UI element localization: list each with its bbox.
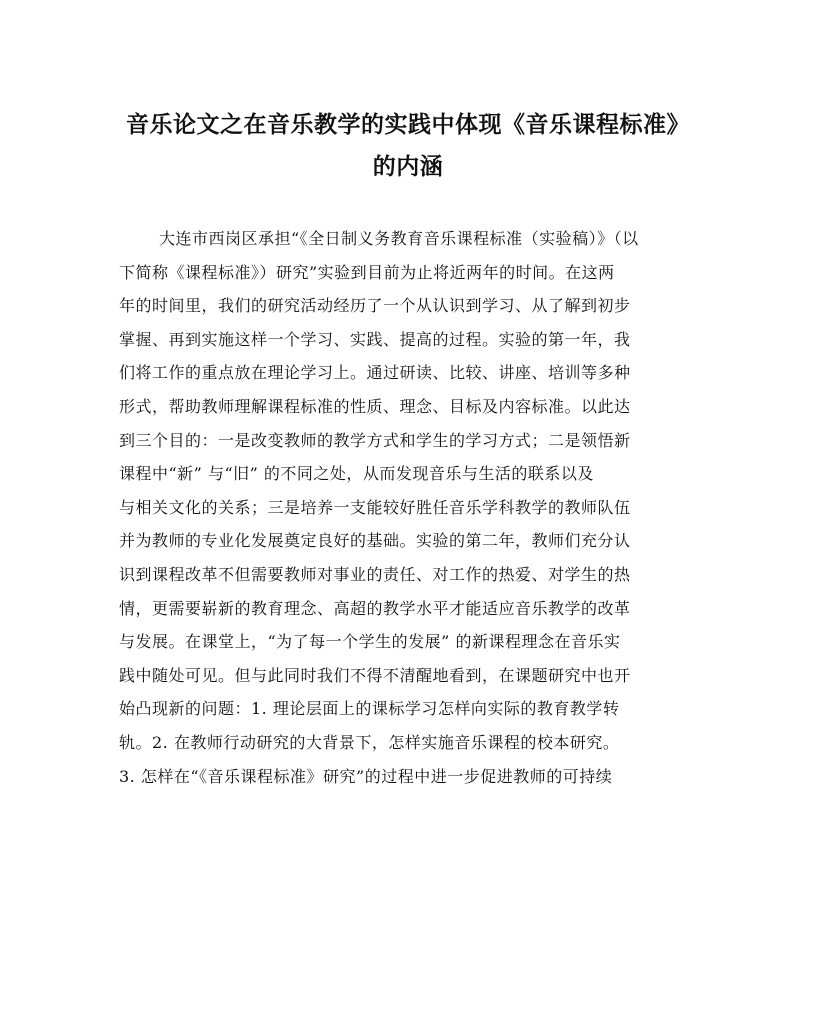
body-line: 践中随处可见。但与此同时我们不得不清醒地看到，在课题研究中也开 (119, 665, 631, 685)
body-line: 3. 怎样在“《音乐课程标准》研究”的过程中进一步促进教师的可持续 (119, 766, 613, 786)
body-line: 轨。2. 在教师行动研究的大背景下，怎样实施音乐课程的校本研究。 (119, 732, 620, 752)
body-line: 掌握、再到实施这样一个学习、实践、提高的过程。实验的第一年，我 (119, 329, 631, 349)
body-line: 与发展。在课堂上，“为了每一个学生的发展” 的新课程理念在音乐实 (119, 632, 621, 652)
body-line: 形式，帮助教师理解课程标准的性质、理念、目标及内容标准。以此达 (119, 396, 631, 416)
body-line: 下简称《课程标准》）研究”实验到目前为止将近两年的时间。在这两 (119, 262, 615, 282)
body-line: 始凸现新的问题：1. 理论层面上的课标学习怎样向实际的教育教学转 (119, 699, 620, 719)
body-line: 并为教师的专业化发展奠定良好的基础。实验的第二年，教师们充分认 (119, 531, 631, 551)
body-paragraph (119, 222, 699, 793)
body-line: 年的时间里，我们的研究活动经历了一个从认识到学习、从了解到初步 (119, 296, 631, 316)
body-line: 识到课程改革不但需要教师对事业的责任、对工作的热爱、对学生的热 (119, 564, 631, 584)
body-line: 情，更需要崭新的教育理念、高超的教学水平才能适应音乐教学的改革 (119, 598, 631, 618)
title-line-1: 音乐论文之在音乐教学的实践中体现《音乐课程标准》 (126, 111, 690, 138)
body-line: 到三个目的：一是改变教师的教学方式和学生的学习方式；二是领悟新 (119, 430, 631, 450)
body-line: 大连市西岗区承担“《全日制义务教育音乐课程标准（实验稿）》（以 (159, 229, 639, 248)
document-title (100, 104, 716, 188)
body-line: 们将工作的重点放在理论学习上。通过研读、比较、讲座、培训等多种 (119, 363, 631, 383)
body-line: 与相关文化的关系；三是培养一支能较好胜任音乐学科教学的教师队伍 (119, 497, 631, 517)
body-line: 课程中“新” 与“旧” 的不同之处，从而发现音乐与生活的联系以及 (119, 464, 594, 484)
title-line-2: 的内涵 (372, 153, 444, 180)
